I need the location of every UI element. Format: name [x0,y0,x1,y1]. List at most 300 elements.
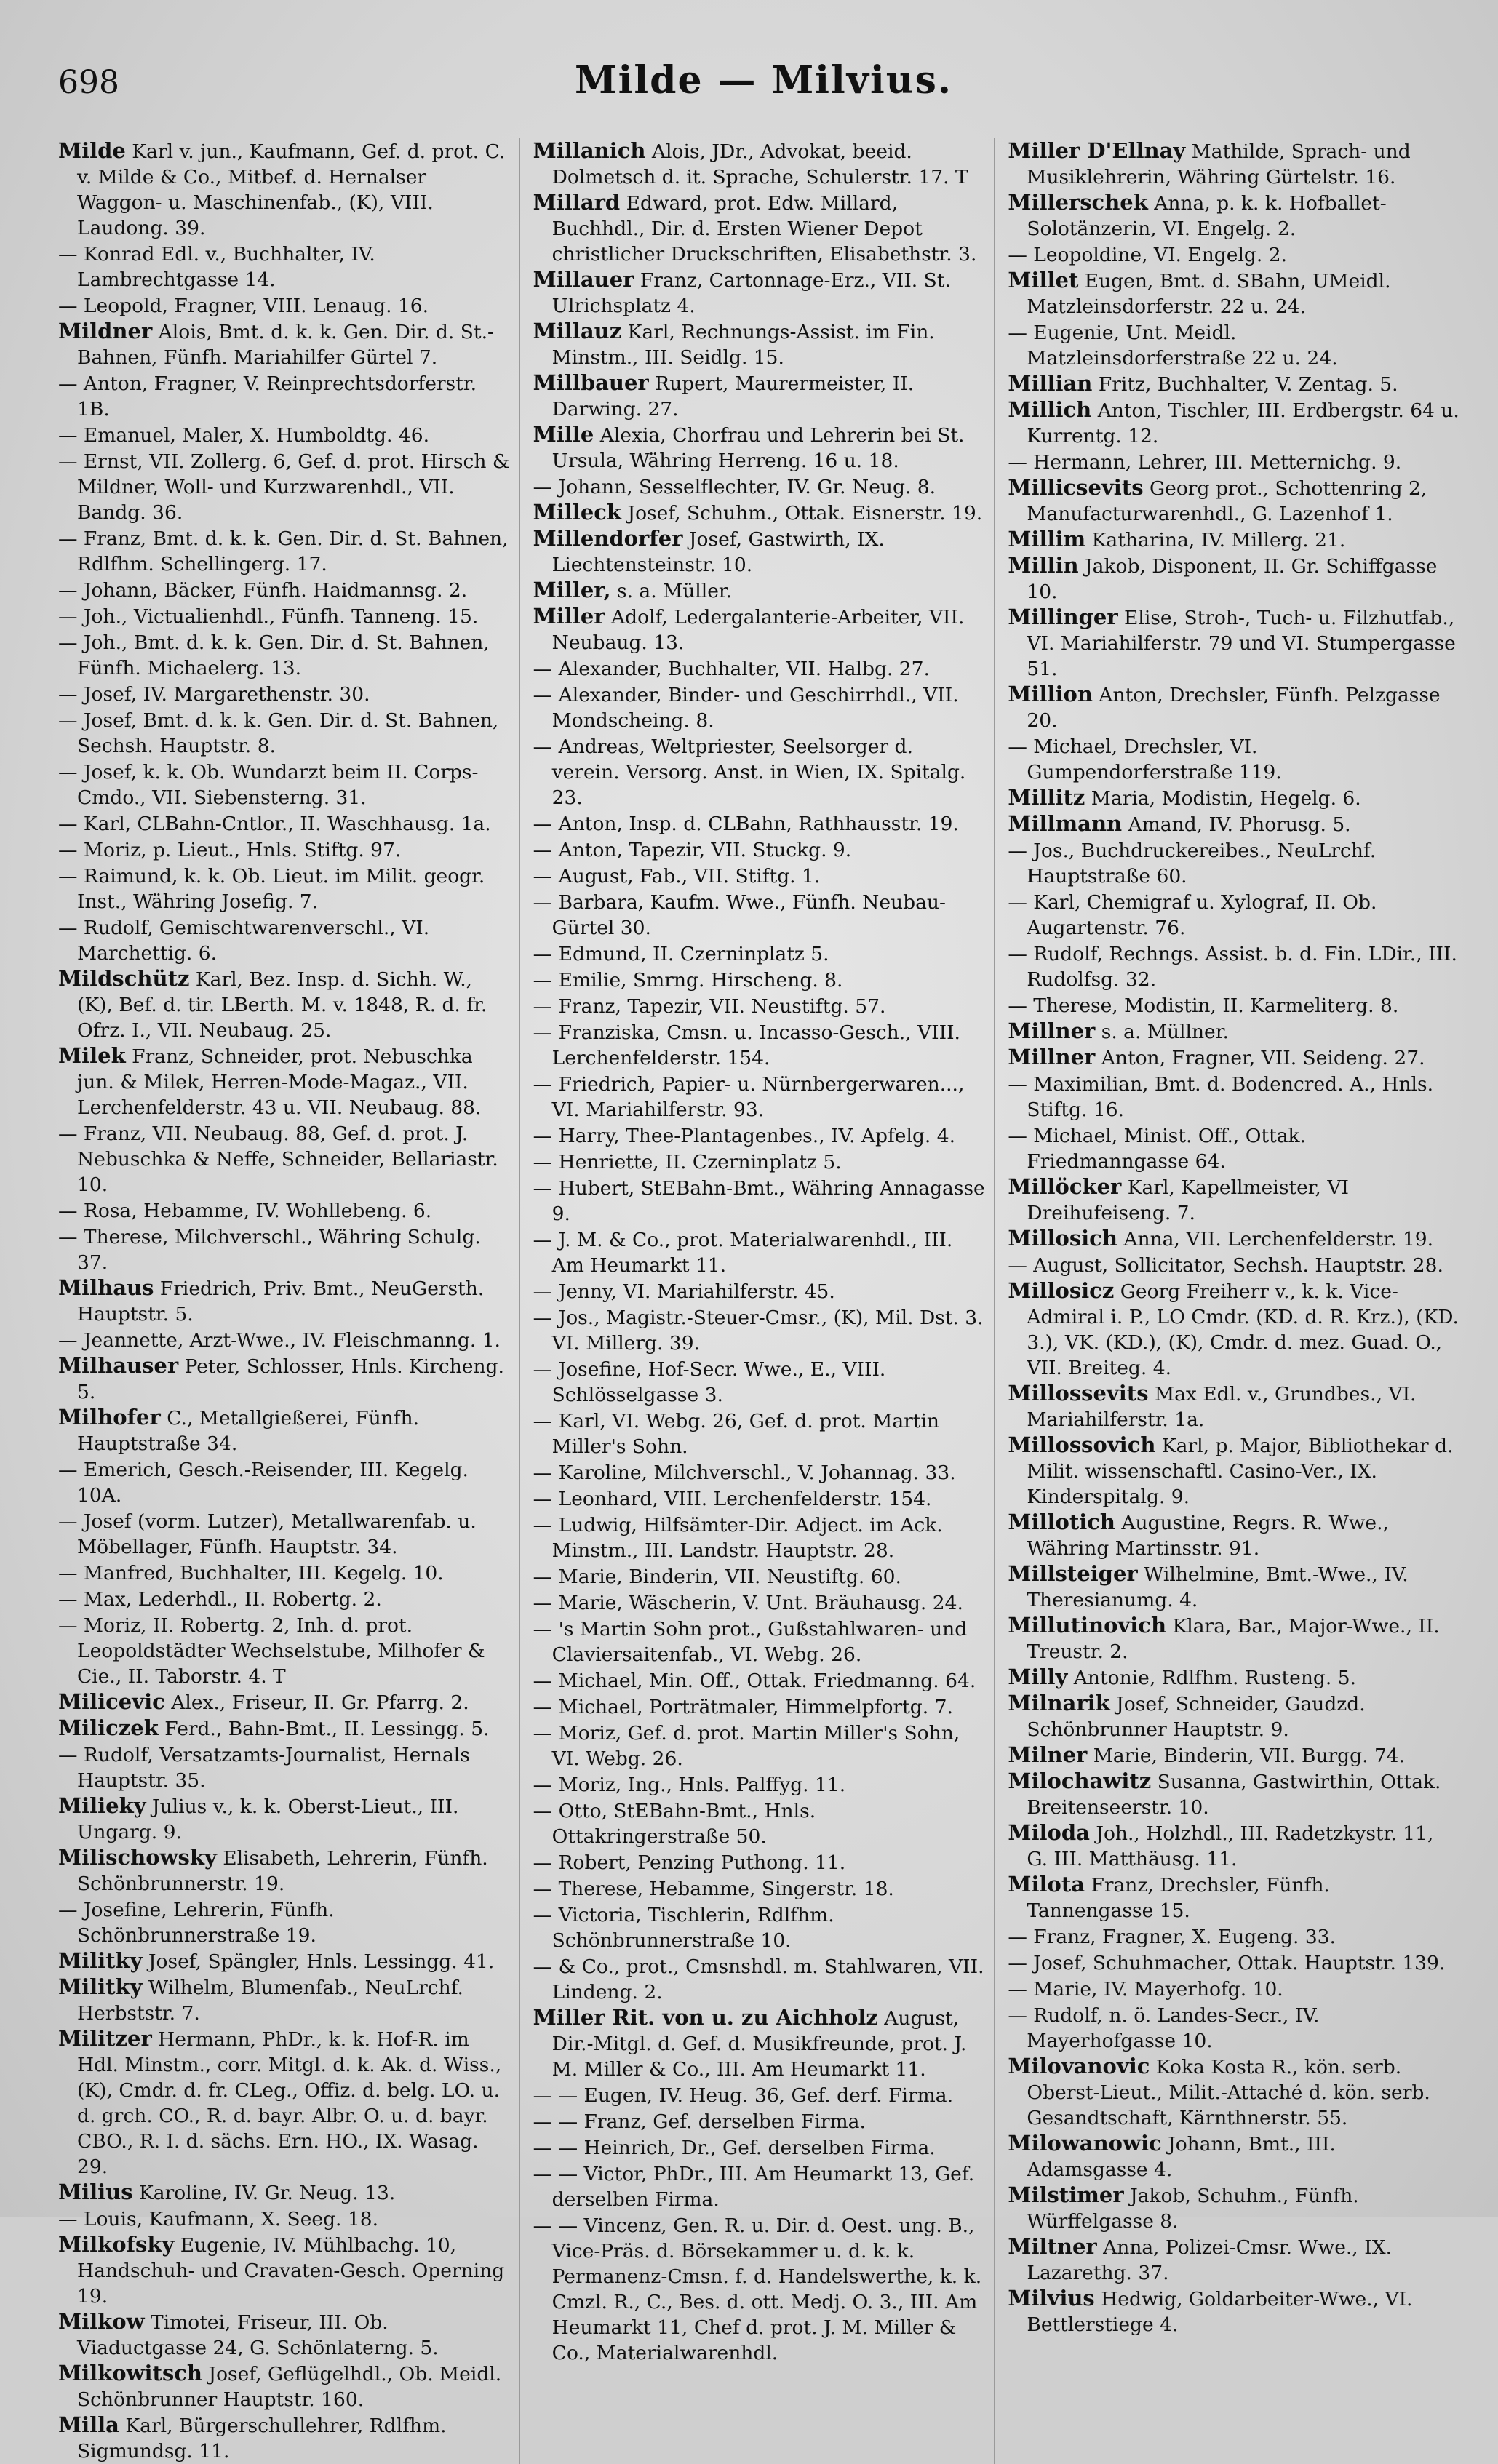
entry-headword: Millotich [1008,1510,1115,1534]
directory-entry [1008,1664,1460,1691]
directory-entry [1008,2131,1460,2182]
directory-entry [1008,138,1460,190]
entry-headword: Millicsevits [1008,475,1144,500]
entry-text: Koka Kosta R., kön. serb. Oberst-Lieut., Milit.-Attaché d. kön. serb. Gesandtschaft, Kärnthnerstr. 55. [1027,2056,1430,2129]
directory-entry [1008,1071,1460,1123]
entry-text: — Ernst, VII. Zollerg. 6, Gef. d. prot. Hirsch & Mildner, Woll- und Kurzwarenhdl., VII. Bandg. 36. [58,450,510,524]
entry-headword: Miltner [1008,2234,1097,2259]
entry-text: Josef, Geflügelhdl., Ob. Meidl. Schönbrunner Hauptstr. 160. [77,2363,502,2411]
entry-text: Karl, p. Major, Bibliothekar d. Milit. wissenschaftl. Casino-Ver., IX. Kinderspitalg. 9. [1027,1435,1454,1508]
directory-entry [1008,397,1460,449]
entry-text: — Franziska, Cmsn. u. Incasso-Gesch., VIII. Lerchenfelderstr. 154. [533,1021,960,1069]
directory-entry [533,1902,986,1953]
entry-headword: Million [1008,682,1093,706]
directory-entry [58,2180,511,2206]
directory-entry [533,1590,986,1616]
entry-headword: Milius [58,2180,133,2204]
entry-text: — Rudolf, Versatzamts-Journalist, Hernals Hauptstr. 35. [58,1744,470,1792]
directory-entry [58,1845,511,1897]
directory-entry [58,1793,511,1845]
entry-text: Klara, Bar., Major-Wwe., II. Treustr. 2. [1027,1615,1440,1663]
directory-entry [1008,837,1460,889]
directory-entry [58,1897,511,1948]
directory-entry [533,1071,986,1123]
entry-text: Josef, Schuhm., Ottak. Eisnerstr. 19. [621,502,983,525]
entry-text: Karl, Bez. Insp. d. Sichh. W., (K), Bef. d. tir. LBerth. M. v. 1848, R. d. fr. Ofrz. I., VII. Neubaug. 25. [77,968,487,1042]
entry-text: — Moriz, Gef. d. prot. Martin Miller's Sohn, VI. Webg. 26. [533,1722,960,1770]
entry-text: Amand, IV. Phorusg. 5. [1122,813,1351,836]
entry-text: — Rudolf, Rechngs. Assist. b. d. Fin. LDir., III. Rudolfsg. 32. [1008,943,1457,991]
entry-headword: Millossovich [1008,1432,1156,1457]
entry-text: — Alexander, Buchhalter, VII. Halbg. 27. [533,658,930,680]
directory-entry [1008,2286,1460,2337]
entry-text: — Manfred, Buchhalter, III. Kegelg. 10. [58,1562,444,1584]
directory-entry [58,914,511,966]
directory-entry [533,138,986,190]
directory-entry [533,500,986,526]
directory-entry [58,1456,511,1508]
directory-entry [58,837,511,863]
entry-headword: Mildschütz [58,966,190,991]
entry-text: — — Eugen, IV. Heug. 36, Gef. derf. Firma. [533,2084,954,2107]
directory-entry [1008,1923,1460,1950]
directory-entry [58,138,511,241]
directory-entry [58,1689,511,1715]
directory-entry [1008,605,1460,682]
entry-text: Josef, Gastwirth, IX. Liechtensteinstr. 10. [551,528,885,576]
entry-headword: Milovanovic [1008,2054,1150,2078]
directory-entry [58,1948,511,1974]
directory-entry [533,941,986,967]
directory-entry [1008,1872,1460,1923]
entry-text: Augustine, Regrs. R. Wwe., Währing Martinsstr. 91. [1027,1512,1389,1560]
entry-headword: Millian [1008,371,1093,396]
directory-entry [1008,941,1460,992]
directory-entry [58,681,511,707]
entry-text: — Josef (vorm. Lutzer), Metallwarenfab. u. Möbellager, Fünfh. Hauptstr. 34. [58,1510,477,1558]
directory-entry [58,1586,511,1612]
entry-text: Karl, Bürgerschullehrer, Rdlfhm. Sigmundsg. 11. [77,2415,447,2463]
directory-entry [58,1043,511,1120]
directory-entry [1008,1252,1460,1278]
entry-text: — Josef, IV. Margarethenstr. 30. [58,683,370,706]
directory-entry [1008,475,1460,527]
entry-text: — Barbara, Kaufm. Wwe., Fünfh. Neubau-Gürtel 30. [533,891,946,939]
columns [58,138,1469,2464]
entry-text: Adolf, Ledergalanterie-Arbeiter, VII. Neubaug. 13. [551,606,965,654]
entry-headword: Milkow [58,2309,145,2334]
directory-entry [533,1175,986,1227]
directory-entry [58,2206,511,2232]
entry-text: — J. M. & Co., prot. Materialwarenhdl., III. Am Heumarkt 11. [533,1229,953,1277]
entry-headword: Milkofsky [58,2232,175,2257]
entry-text: — Franz, Fragner, X. Eugeng. 33. [1008,1926,1336,1948]
entry-headword: Miller Rit. von u. zu Aichholz [533,2005,878,2030]
entry-text: — Robert, Penzing Puthong. 11. [533,1851,846,1874]
entry-text: — Edmund, II. Czerninplatz 5. [533,943,829,965]
entry-text: Timotei, Friseur, III. Ob. Viaductgasse 24, G. Schönlaterng. 5. [77,2311,439,2359]
directory-entry [533,319,986,370]
entry-headword: Millerschek [1008,190,1148,215]
directory-entry [533,1304,986,1356]
directory-entry [533,1356,986,1408]
directory-entry [533,1798,986,1849]
directory-entry [1008,1742,1460,1769]
entry-text: — Moriz, Ing., Hnls. Palffyg. 11. [533,1774,846,1796]
entry-headword: Militky [58,1948,143,1973]
entry-text: Fritz, Buchhalter, V. Zentag. 5. [1092,373,1398,396]
directory-entry [1008,1976,1460,2002]
entry-text: — Joh., Bmt. d. k. k. Gen. Dir. d. St. Bahnen, Fünfh. Michaelerg. 13. [58,631,490,679]
entry-text: — Therese, Hebamme, Singerstr. 18. [533,1878,894,1900]
column-1 [58,138,520,2464]
directory-entry [58,2361,511,2412]
entry-text: — — Heinrich, Dr., Gef. derselben Firma. [533,2137,936,2159]
directory-entry [1008,1820,1460,1872]
directory-entry [1008,1613,1460,1664]
entry-text: — Harry, Thee-Plantagenbes., IV. Apfelg. 4. [533,1125,956,1147]
entry-text: — Moriz, II. Robertg. 2, Inh. d. prot. Leopoldstädter Wechselstube, Milhofer & Cie., II. Taborstr. 4. T [58,1614,485,1688]
directory-entry [1008,1174,1460,1226]
directory-entry [58,422,511,448]
entry-text: — Karl, Chemigraf u. Xylograf, II. Ob. Augartenstr. 76. [1008,891,1377,939]
directory-entry [58,1224,511,1275]
entry-text: Anna, VII. Lerchenfelderstr. 19. [1117,1228,1434,1251]
entry-text: — Konrad Edl. v., Buchhalter, IV. Lambrechtgasse 14. [58,243,375,291]
entry-headword: Miloda [1008,1820,1090,1845]
directory-entry [58,707,511,759]
entry-text: Hermann, PhDr., k. k. Hof-R. im Hdl. Minstm., corr. Mitgl. d. k. Ak. d. Wiss., (K), Cmdr. d. fr. CLeg., Offiz. d. belg. LO. u. d. grch. CO., R. d. bayr. Albr. O. u. d. bayr. CBO., R. I. d. sächs. Ern. HO., IX. Wasag. 29. [77,2028,502,2178]
directory-entry [58,759,511,810]
directory-entry [533,1953,986,2005]
entry-text: Johann, Bmt., III. Adamsgasse 4. [1027,2133,1336,2181]
directory-entry [1008,889,1460,941]
entry-text: — Anton, Fragner, V. Reinprechtsdorferstr. 1B. [58,372,477,420]
entry-headword: Millöcker [1008,1174,1122,1199]
entry-headword: Milleck [533,500,622,525]
entry-text: Joh., Holzhdl., III. Radetzkystr. 11, G. III. Matthäusg. 11. [1027,1822,1434,1870]
entry-text: Peter, Schlosser, Hnls. Kircheng. 5. [77,1355,504,1403]
entry-headword: Millendorfer [533,526,683,551]
entry-text: Marie, Binderin, VII. Burgg. 74. [1087,1745,1406,1767]
directory-entry [533,1149,986,1175]
directory-entry [1008,1769,1460,1820]
entry-headword: Milde [58,138,126,163]
entry-text: Karl, Kapellmeister, VI Dreihufeiseng. 7. [1027,1176,1349,1224]
directory-entry [58,863,511,914]
entry-headword: Militky [58,1974,143,1999]
entry-headword: Milischowsky [58,1845,217,1870]
entry-text: — Leonhard, VIII. Lerchenfelderstr. 154. [533,1488,932,1510]
directory-entry [1008,2002,1460,2054]
entry-text: — Alexander, Binder- und Geschirrhdl., VII. Mondscheing. 8. [533,684,959,732]
directory-entry [1008,1045,1460,1071]
entry-text: Ferd., Bahn-Bmt., II. Lessingg. 5. [158,1718,490,1740]
entry-text: — Andreas, Weltpriester, Seelsorger d. verein. Versorg. Anst. in Wien, IX. Spitalg. 23. [533,735,966,809]
entry-headword: Miller D'Ellnay [1008,138,1186,163]
entry-text: Jakob, Disponent, II. Gr. Schiffgasse 10. [1027,555,1438,603]
entry-text: — Leopold, Fragner, VIII. Lenaug. 16. [58,295,429,317]
directory-entry [58,603,511,629]
entry-text: Wilhelmine, Bmt.-Wwe., IV. Theresianumg. 4. [1027,1563,1409,1611]
entry-headword: Milvius [1008,2286,1095,2311]
entry-headword: Millbauer [533,370,649,395]
directory-entry [533,474,986,500]
entry-text: s. a. Müller. [610,580,733,602]
entry-text: — Rudolf, n. ö. Landes-Secr., IV. Mayerhofgasse 10. [1008,2004,1320,2052]
entry-text: — Rosa, Hebamme, IV. Wohllebeng. 6. [58,1200,432,1222]
entry-text: Georg prot., Schottenring 2, Manufacturwarenhdl., G. Lazenhof 1. [1027,477,1427,525]
directory-entry [533,682,986,733]
directory-entry [533,1486,986,1512]
directory-entry [1008,553,1460,605]
directory-entry [533,267,986,319]
directory-entry [1008,190,1460,242]
directory-entry [58,1612,511,1689]
directory-entry [58,2232,511,2309]
entry-text: — Jos., Magistr.-Steuer-Cmsr., (K), Mil. Dst. 3. VI. Millerg. 39. [533,1307,984,1355]
directory-entry [58,241,511,292]
directory-entry [58,1508,511,1560]
entry-text: Antonie, Rdlfhm. Rusteng. 5. [1067,1667,1357,1689]
directory-entry [533,1694,986,1720]
directory-entry [1008,1018,1460,1045]
entry-text: — Therese, Modistin, II. Karmeliterg. 8. [1008,994,1399,1017]
directory-entry [533,1849,986,1875]
entry-headword: Miliczek [58,1715,159,1740]
entry-headword: Millet [1008,268,1079,292]
entry-text: Wilhelm, Blumenfab., NeuLrchf. Herbststr. 7. [77,1977,463,2025]
directory-entry [533,2134,986,2161]
entry-headword: Milowanowic [1008,2131,1162,2156]
directory-entry [58,370,511,422]
directory-entry [1008,1510,1460,1561]
entry-headword: Milkowitsch [58,2361,203,2385]
entry-text: s. a. Müllner. [1095,1021,1229,1043]
directory-entry [1008,268,1460,319]
directory-entry [1008,1123,1460,1174]
directory-entry [533,1512,986,1563]
entry-text: Alex., Friseur, II. Gr. Pfarrg. 2. [164,1691,469,1714]
entry-text: — — Victor, PhDr., III. Am Heumarkt 13, Gef. derselben Firma. [533,2163,975,2211]
entry-text: Edward, prot. Edw. Millard, Buchhdl., Dir. d. Ersten Wiener Depot christlicher Druckschriften, Elisabethstr. 3. [551,192,977,266]
entry-headword: Millard [533,190,621,215]
entry-text: — Michael, Min. Off., Ottak. Friedmanng. 64. [533,1670,976,1692]
entry-headword: Militzer [58,2026,152,2051]
entry-headword: Milner [1008,1742,1088,1767]
entry-text: — Emerich, Gesch.-Reisender, III. Kegelg. 10A. [58,1459,469,1507]
entry-text: — Johann, Sesselflechter, IV. Gr. Neug. 8. [533,476,936,498]
directory-entry [533,1667,986,1694]
entry-text: Karl, Rechnungs-Assist. im Fin. Minstm., III. Seidlg. 15. [551,321,935,369]
directory-entry [533,889,986,941]
directory-entry [58,1275,511,1327]
entry-headword: Milhofer [58,1405,161,1430]
directory-entry [58,2026,511,2180]
entry-text: — — Franz, Gef. derselben Firma. [533,2110,866,2133]
entry-text: — Franz, Bmt. d. k. k. Gen. Dir. d. St. Bahnen, Rdlfhm. Schellingerg. 17. [58,527,509,575]
entry-headword: Milicevic [58,1689,165,1714]
entry-text: Karoline, IV. Gr. Neug. 13. [132,2182,396,2204]
directory-entry [533,1875,986,1902]
directory-entry [58,292,511,319]
entry-text: — Eugenie, Unt. Meidl. Matzleinsdorferstraße 22 u. 24. [1008,322,1338,370]
directory-entry [533,655,986,682]
entry-text: — Josef, k. k. Ob. Wundarzt beim II. Corps-Cmdo., VII. Siebensterng. 31. [58,761,479,809]
entry-text: Rupert, Maurermeister, II. Darwing. 27. [551,372,915,420]
entry-headword: Milhauser [58,1353,179,1378]
directory-entry [1008,785,1460,811]
directory-entry [533,1720,986,1771]
directory-entry [533,1019,986,1071]
entry-headword: Milek [58,1043,126,1068]
entry-text: Eugen, Bmt. d. SBahn, UMeidl. Matzleinsdorferstr. 22 u. 24. [1027,270,1391,318]
entry-headword: Millosicz [1008,1278,1115,1303]
directory-entry [1008,682,1460,733]
entry-text: — Josefine, Hof-Secr. Wwe., E., VIII. Schlösselgasse 3. [533,1358,886,1406]
directory-entry [533,604,986,655]
directory-entry [1008,1561,1460,1613]
entry-text: Alexia, Chorfrau und Lehrerin bei St. Ursula, Währing Herreng. 16 u. 18. [551,424,965,472]
entry-text: — Maximilian, Bmt. d. Bodencred. A., Hnls. Stiftg. 16. [1008,1073,1434,1121]
directory-entry [58,319,511,370]
directory-entry [533,2108,986,2134]
directory-entry [1008,1278,1460,1381]
entry-text: Anna, p. k. k. Hofballet-Solotänzerin, VI. Engelg. 2. [1027,192,1387,240]
directory-entry [58,1715,511,1742]
column-2 [533,138,995,2464]
directory-entry [58,577,511,603]
entry-text: — Michael, Porträtmaler, Himmelpfortg. 7. [533,1696,953,1718]
directory-entry [1008,449,1460,475]
directory-entry [533,810,986,837]
directory-entry [533,733,986,810]
directory-entry [533,190,986,267]
entry-headword: Miller [533,604,605,629]
entry-text: Katharina, IV. Millerg. 21. [1085,529,1346,551]
entry-text: Georg Freiherr v., k. k. Vice-Admiral i. P., LO Cmdr. (KD. d. R. Krz.), (KD. 3.), VK. (KD.), (K), Cmdr. d. mez. Guad. O., VII. Breiteg. 4. [1027,1280,1459,1379]
entry-text: — Raimund, k. k. Ob. Lieut. im Milit. geogr. Inst., Währing Josefig. 7. [58,865,485,913]
entry-text: — Victoria, Tischlerin, Rdlfhm. Schönbrunnerstraße 10. [533,1904,834,1952]
directory-entry [1008,1950,1460,1976]
entry-text: — Michael, Drechsler, VI. Gumpendorferstraße 119. [1008,735,1282,784]
entry-text: — Jeannette, Arzt-Wwe., IV. Fleischmanng. 1. [58,1329,501,1352]
directory-entry [58,525,511,577]
directory-entry [58,810,511,837]
entry-headword: Millner [1008,1045,1096,1069]
entry-headword: Miller, [533,578,611,602]
directory-entry [533,2005,986,2082]
entry-text: — Michael, Minist. Off., Ottak. Friedmanngasse 64. [1008,1125,1307,1173]
entry-text: Alois, JDr., Advokat, beeid. Dolmetsch d. it. Sprache, Schulerstr. 17. T [551,140,968,188]
entry-text: August, Dir.-Mitgl. d. Gef. d. Musikfreunde, prot. J. M. Miller & Co., III. Am Heumarkt 11. [551,2007,967,2081]
directory-entry [533,1616,986,1667]
directory-entry [1008,2054,1460,2131]
directory-entry [533,1408,986,1459]
directory-entry [533,578,986,604]
entry-headword: Milstimer [1008,2182,1124,2207]
directory-entry [1008,992,1460,1018]
entry-headword: Millsteiger [1008,1561,1138,1586]
entry-text: — Hermann, Lehrer, III. Metternichg. 9. [1008,451,1402,474]
entry-headword: Millich [1008,397,1092,422]
entry-text: Karl v. jun., Kaufmann, Gef. d. prot. C. v. Milde & Co., Mitbef. d. Hernalser Waggon- u. Maschinenfab., (K), VIII. Laudong. 39. [77,140,506,239]
entry-text: Elise, Stroh-, Tuch- u. Filzhutfab., VI. Mariahilferstr. 79 und VI. Stumpergasse 51. [1027,607,1456,680]
entry-text: Josef, Spängler, Hnls. Lessingg. 41. [142,1950,495,1973]
entry-headword: Milly [1008,1664,1068,1689]
entry-text: Jakob, Schuhm., Fünfh. Würffelgasse 8. [1027,2185,1359,2233]
entry-headword: Mildner [58,319,153,343]
entry-text: — Otto, StEBahn-Bmt., Hnls. Ottakringerstraße 50. [533,1800,816,1848]
entry-headword: Millim [1008,527,1086,551]
directory-entry [533,967,986,993]
entry-headword: Millin [1008,553,1079,578]
entry-text: — Marie, Wäscherin, V. Unt. Bräuhausg. 24. [533,1592,963,1614]
directory-entry [533,2161,986,2212]
directory-entry [1008,2182,1460,2234]
directory-entry [533,1123,986,1149]
entry-text: Anton, Drechsler, Fünfh. Pelzgasse 20. [1027,684,1441,732]
entry-text: — Franz, VII. Neubaug. 88, Gef. d. prot. J. Nebuschka & Neffe, Schneider, Bellariastr. 10. [58,1123,498,1196]
directory-entry [58,629,511,681]
entry-text: — Franz, Tapezir, VII. Neustiftg. 57. [533,995,886,1018]
entry-text: — Moriz, p. Lieut., Hnls. Stiftg. 97. [58,839,402,861]
entry-text: — Johann, Bäcker, Fünfh. Haidmannsg. 2. [58,579,468,602]
directory-entry [58,1197,511,1224]
column-3 [1008,138,1469,2464]
directory-entry [1008,733,1460,785]
entry-text: Susanna, Gastwirthin, Ottak. Breitenseerstr. 10. [1027,1771,1441,1819]
directory-entry [533,1563,986,1590]
directory-entry [58,1974,511,2026]
entry-text: — Leopoldine, VI. Engelg. 2. [1008,244,1288,266]
entry-text: Franz, Schneider, prot. Nebuschka jun. & Milek, Herren-Mode-Magaz., VII. Lerchenfelderstr. 43 u. VII. Neubaug. 88. [77,1045,482,1119]
directory-entry [58,1353,511,1405]
directory-entry [533,370,986,422]
entry-text: — Anton, Tapezir, VII. Stuckg. 9. [533,839,852,861]
entry-text: — August, Fab., VII. Stiftg. 1. [533,865,821,888]
entry-text: Josef, Schneider, Gaudzd. Schönbrunner Hauptstr. 9. [1027,1693,1366,1741]
directory-entry [1008,527,1460,553]
entry-text: — Joh., Victualienhdl., Fünfh. Tanneng. 15. [58,605,479,628]
entry-text: — Karl, CLBahn-Cntlor., II. Waschhausg. 1a. [58,813,491,835]
entry-text: Franz, Cartonnage-Erz., VII. St. Ulrichsplatz 4. [551,269,951,317]
entry-text: Anna, Polizei-Cmsr. Wwe., IX. Lazarethg. 37. [1027,2236,1393,2284]
entry-text: — Karl, VI. Webg. 26, Gef. d. prot. Martin Miller's Sohn. [533,1410,939,1458]
entry-headword: Milnarik [1008,1691,1110,1715]
entry-text: — Ludwig, Hilfsämter-Dir. Adject. im Ack. Minstm., III. Landstr. Hauptstr. 28. [533,1514,943,1562]
entry-text: — Marie, IV. Mayerhofg. 10. [1008,1978,1283,2001]
directory-entry [58,966,511,1043]
directory-entry [1008,1226,1460,1252]
entry-text: — Josef, Schuhmacher, Ottak. Hauptstr. 139. [1008,1952,1446,1974]
directory-entry [533,1459,986,1486]
entry-headword: Milota [1008,1872,1085,1897]
entry-text: — Rudolf, Gemischtwarenverschl., VI. Marchettig. 6. [58,917,430,965]
directory-entry [58,1560,511,1586]
entry-text: Alois, Bmt. d. k. k. Gen. Dir. d. St.-Bahnen, Fünfh. Mariahilfer Gürtel 7. [77,321,494,369]
directory-entry [1008,371,1460,397]
directory-entry [533,422,986,474]
entry-headword: Milochawitz [1008,1769,1152,1793]
entry-text: — Jenny, VI. Mariahilferstr. 45. [533,1280,835,1303]
entry-headword: Millanich [533,138,646,163]
directory-entry [533,1278,986,1304]
directory-entry [533,1771,986,1798]
entry-headword: Milla [58,2412,119,2437]
running-head: Milde — Milvius. [575,58,952,103]
entry-text: Max Edl. v., Grundbes., VI. Mariahilferstr. 1a. [1027,1383,1417,1431]
